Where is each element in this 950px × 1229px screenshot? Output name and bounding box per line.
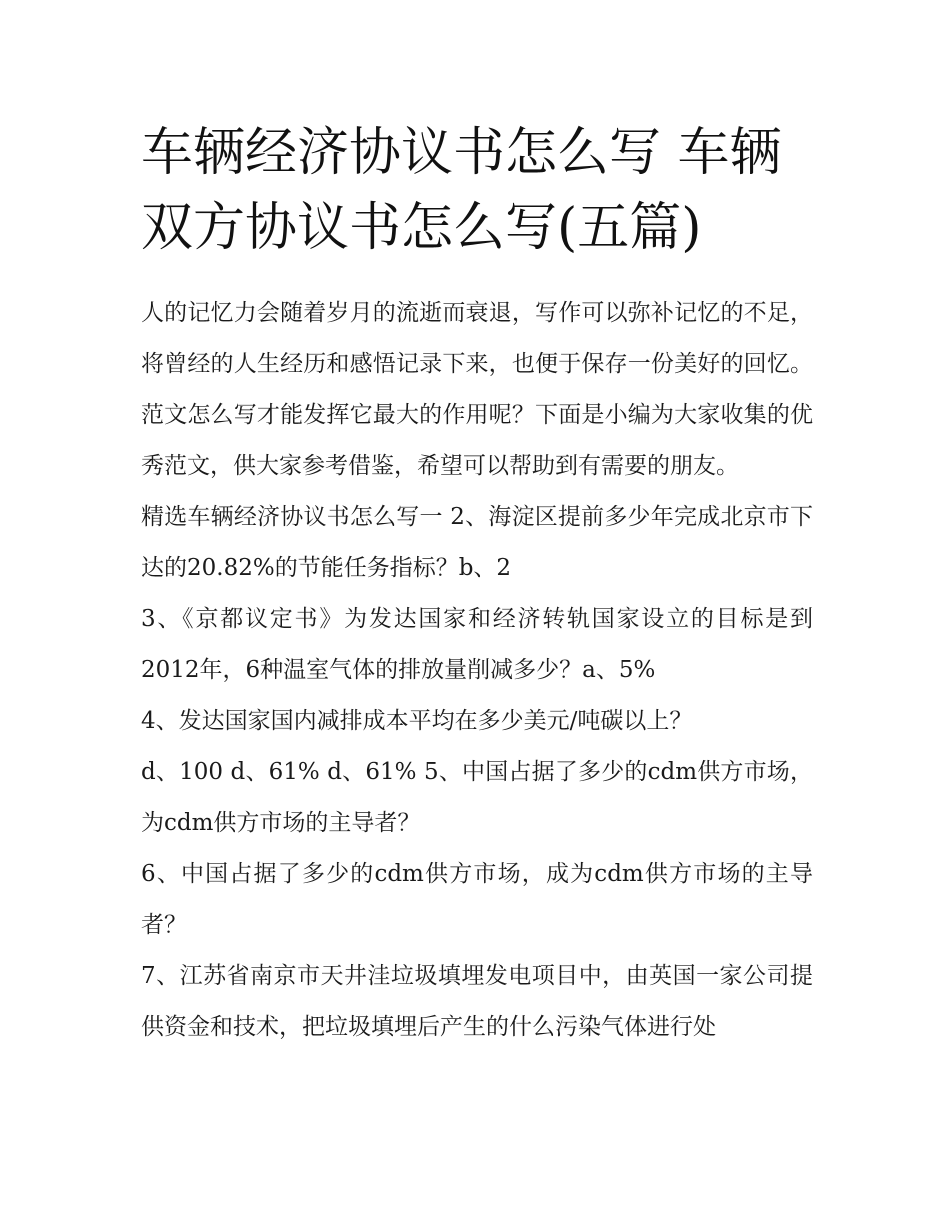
paragraph-4: d、100 d、61% d、61% 5、中国占据了多少的cdm供方市场，为cdm供方市场的主导者？ (141, 759, 813, 836)
document-title: 车辆经济协议书怎么写 车辆双方协议书怎么写(五篇) (141, 123, 782, 258)
paragraph-5: 6、中国占据了多少的cdm供方市场，成为cdm供方市场的主导者？ (141, 861, 813, 938)
paragraph-3: 4、发达国家国内减排成本平均在多少美元/吨碳以上？ (141, 708, 693, 734)
paragraph-6: 7、江苏省南京市天井洼垃圾填埋发电项目中，由英国一家公司提供资金和技术，把垃圾填埋后产生的什么污染气体进行处 (141, 963, 813, 1040)
paragraph-1: 精选车辆经济协议书怎么写一 2、海淀区提前多少年完成北京市下达的20.82%的节能任务指标？b、2 (141, 504, 813, 581)
paragraph-2: 3、《京都议定书》为发达国家和经济转轨国家设立的目标是到2012年，6种温室气体的排放量削减多少？a、5% (141, 606, 813, 683)
intro-paragraph: 人的记忆力会随着岁月的流逝而衰退，写作可以弥补记忆的不足，将曾经的人生经历和感悟记录下来，也便于保存一份美好的回忆。范文怎么写才能发挥它最大的作用呢？下面是小编为大家收集的优秀范文，供大家参考借鉴，希望可以帮助到有需要的朋友。 (141, 300, 813, 479)
document-body (141, 116, 813, 1053)
